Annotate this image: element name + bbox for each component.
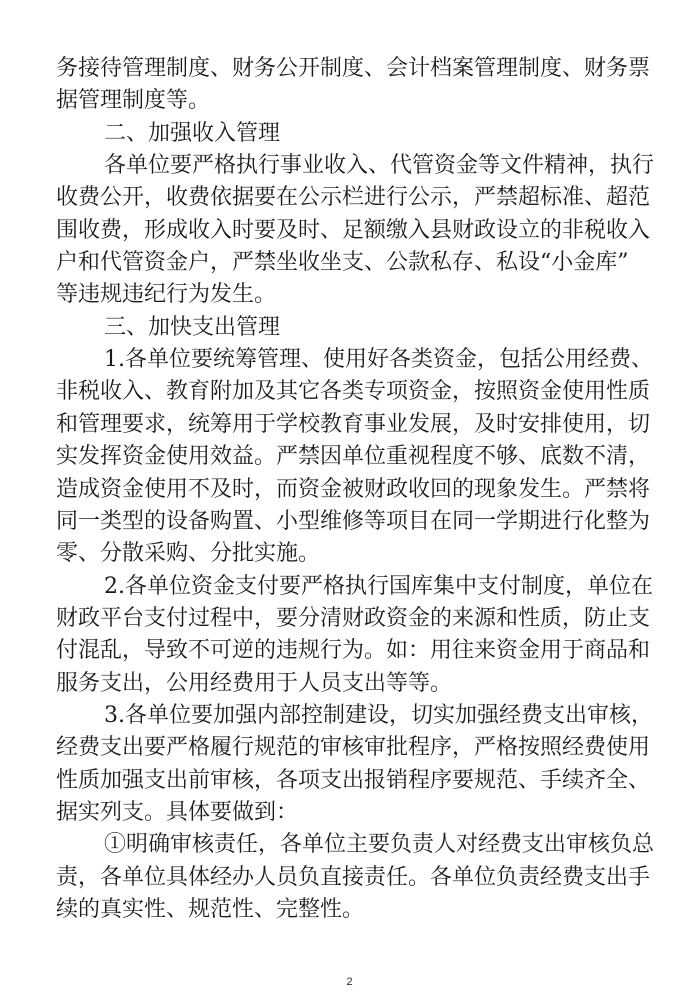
text-line: 性质加强支出前审核，各项支出报销程序要规范、手续齐全、 [56,768,651,793]
page-number: 2 [346,976,353,988]
section-heading: 二、加强收入管理 [104,121,281,146]
text-line: 责，各单位具体经办人员负直接责任。各单位负责经费支出手 [56,865,651,890]
text-line: 服务支出，公用经费用于人员支出等等。 [56,671,453,696]
text-line: 据实列支。具体要做到： [56,800,299,825]
text-line: 经费支出要严格履行规范的审核审批程序，严格按照经费使用 [56,735,651,760]
text-line: 户和代管资金户，严禁坐收坐支、公款私存、私设“小金库” [56,250,629,275]
text-line: 非税收入、教育附加及其它各类专项资金，按照资金使用性质 [56,379,651,404]
text-line: 1.各单位要统筹管理、使用好各类资金，包括公用经费、 [104,347,653,372]
text-line: 据管理制度等。 [56,88,211,113]
text-line: 和管理要求，统筹用于学校教育事业发展，及时安排使用，切 [56,412,651,437]
text-line: 务接待管理制度、财务公开制度、会计档案管理制度、财务票 [56,56,651,81]
text-line: 造成资金使用不及时，而资金被财政收回的现象发生。严禁将 [56,477,651,502]
text-line: 收费公开，收费依据要在公示栏进行公示，严禁超标准、超范 [56,185,651,210]
text-line: 实发挥资金使用效益。严禁因单位重视程度不够、底数不清， [56,444,651,469]
text-line: 2.各单位资金支付要严格执行国库集中支付制度，单位在 [104,574,653,599]
text-line: 零、分散采购、分批实施。 [56,541,321,566]
text-line: 围收费，形成收入时要及时、足额缴入县财政设立的非税收入 [56,218,651,243]
text-line: 各单位要严格执行事业收入、代管资金等文件精神，执行 [104,153,655,178]
text-line: 付混乱，导致不可逆的违规行为。如：用往来资金用于商品和 [56,638,651,663]
text-line: 同一类型的设备购置、小型维修等项目在同一学期进行化整为 [56,509,651,534]
text-line: 等违规违纪行为发生。 [56,282,277,307]
section-heading: 三、加快支出管理 [104,315,281,340]
text-line: 3.各单位要加强内部控制建设，切实加强经费支出审核， [104,703,653,728]
text-line: 财政平台支付过程中，要分清财政资金的来源和性质，防止支 [56,606,651,631]
text-line: ①明确审核责任，各单位主要负责人对经费支出审核负总 [104,832,655,857]
text-line: 续的真实性、规范性、完整性。 [56,897,365,922]
